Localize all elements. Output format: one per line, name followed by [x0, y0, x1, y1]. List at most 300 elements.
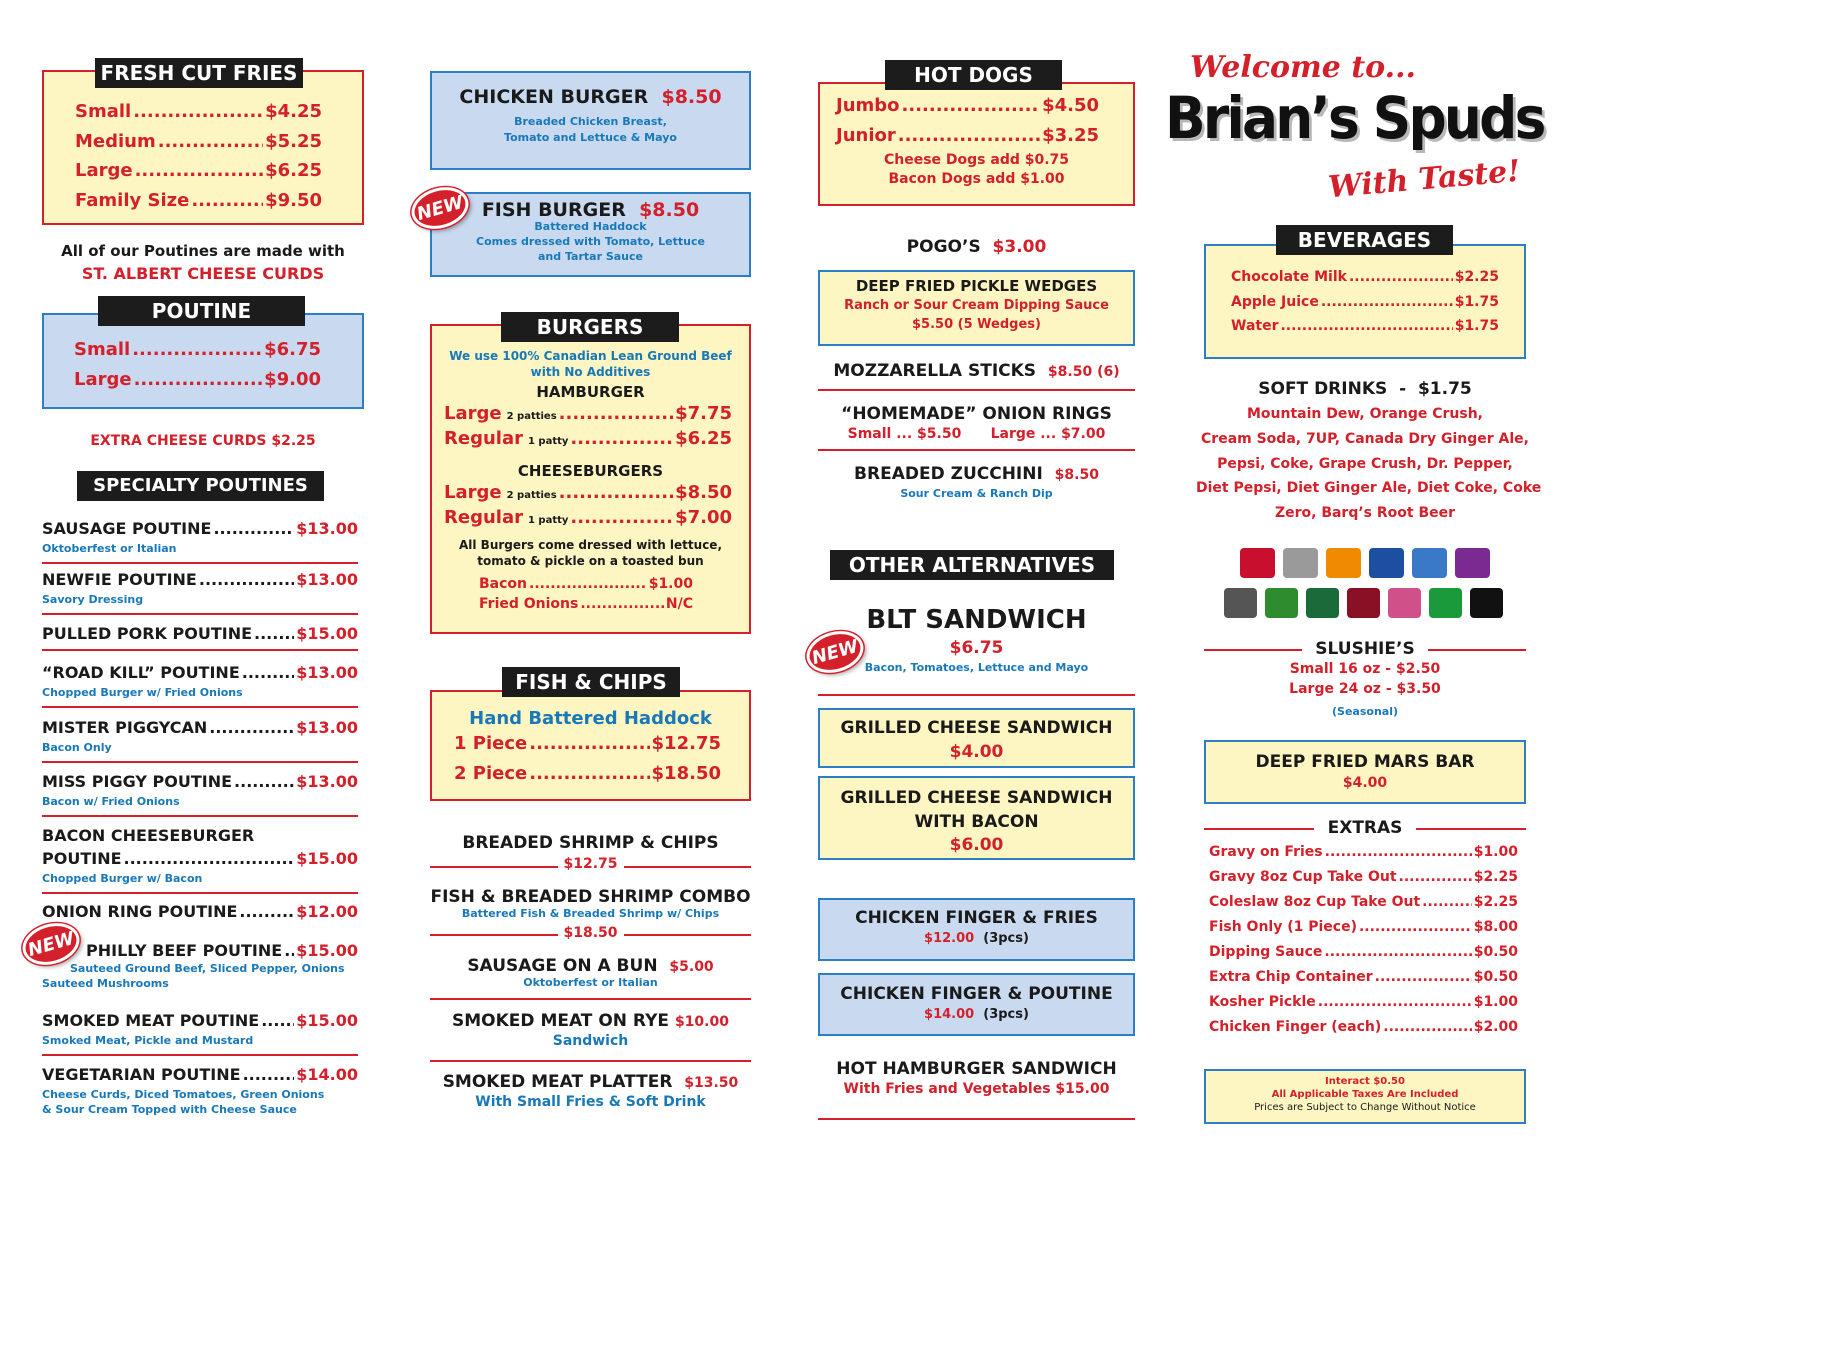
soft-drinks-line: Diet Pepsi, Diet Ginger Ale, Diet Coke, Coke [1196, 480, 1542, 497]
item-price: $1.75 [1454, 293, 1499, 310]
leader-dots [1399, 869, 1472, 885]
specialty-desc: Smoked Meat, Pickle and Mustard [42, 1034, 254, 1047]
leader-dots [158, 131, 263, 152]
specialty-desc: Sauteed Ground Beef, Sliced Pepper, Onions [70, 962, 345, 975]
divider [42, 892, 358, 894]
leader-dots [559, 403, 673, 424]
combo-desc: Battered Fish & Breaded Shrimp w/ Chips [461, 907, 720, 920]
item-label: Coleslaw 8oz Cup Take Out [1209, 894, 1421, 910]
item-price: N/C [665, 596, 693, 612]
leader-dots [1280, 318, 1452, 334]
grape-crush-logo [1455, 548, 1490, 578]
item-label: Bacon [479, 576, 528, 592]
soft-drinks-line: Mountain Dew, Orange Crush, [1247, 406, 1483, 422]
specialty-item [42, 902, 358, 921]
leader-dots [570, 507, 673, 528]
finger-poutine-price-row [818, 1007, 1135, 1022]
chicken-burger-desc2: Tomato and Lettuce & Mayo [504, 131, 677, 144]
specialty-price: $13.00 [296, 772, 358, 791]
finger-poutine-qty: (3pcs) [983, 1007, 1029, 1022]
specialty-name-row [42, 663, 358, 682]
mozza-title [818, 361, 1135, 381]
item-label: Small [74, 339, 131, 360]
chicken-burger-title [430, 86, 751, 108]
item-label: Water [1231, 318, 1279, 334]
leader-dots [1324, 944, 1471, 960]
specialty-item [42, 519, 358, 564]
price-row [74, 339, 321, 360]
smoked-rye-name: SMOKED MEAT ON RYE [452, 1011, 670, 1031]
burgers-intro1: We use 100% Canadian Lean Ground Beef [449, 349, 732, 363]
sausage-bun-name: SAUSAGE ON A BUN [467, 956, 658, 976]
price-row [454, 733, 721, 754]
item-label: Regular [444, 506, 523, 528]
specialty-name-row [42, 941, 358, 960]
price-row [1209, 844, 1518, 860]
item-price: $2.25 [1473, 894, 1518, 910]
specialty-name-row [42, 1065, 358, 1084]
item-price: $6.25 [265, 160, 322, 181]
poutine-box [42, 313, 364, 409]
leader-dots [135, 160, 263, 181]
curds-note: All of our Poutines are made with [61, 242, 345, 260]
item-label: Fried Onions [479, 596, 579, 612]
specialty-price: $13.00 [296, 718, 358, 737]
leader-dots [239, 902, 294, 921]
brand-title: Brian’s Spuds [1165, 84, 1544, 152]
leader-dots [1349, 269, 1453, 285]
divider [42, 613, 358, 615]
specialty-name: ONION RING POUTINE [42, 902, 238, 921]
item-label: Apple Juice [1231, 293, 1319, 310]
hotdogs-title: HOT DOGS [885, 60, 1062, 90]
specialty-desc: Bacon Only [42, 741, 112, 754]
finger-poutine-name: CHICKEN FINGER & POUTINE [840, 984, 1113, 1004]
welcome-text: Welcome to... [1190, 50, 1416, 85]
item-price: $1.75 [1454, 318, 1499, 334]
specialty-name: SAUSAGE POUTINE [42, 519, 212, 538]
leader-dots [529, 576, 647, 592]
item-price: $1.00 [1473, 994, 1518, 1010]
fish-burger-desc1: Battered Haddock [534, 220, 647, 233]
leader-dots [1375, 969, 1472, 985]
item-sub: 2 patties [506, 490, 557, 501]
soft-drinks-line: Pepsi, Coke, Grape Crush, Dr. Pepper, [1217, 455, 1513, 472]
fries-title: FRESH CUT FRIES [95, 58, 303, 88]
finger-fries-price: $12.00 [924, 931, 975, 946]
finger-fries-qty: (3pcs) [983, 931, 1029, 946]
item-price: $18.50 [651, 762, 721, 784]
specialty-item [42, 826, 358, 894]
price-row [1209, 869, 1518, 885]
leader-dots [134, 369, 262, 390]
pogos-name: POGO’S [906, 237, 981, 257]
leader-dots [242, 663, 295, 682]
divider [42, 706, 358, 708]
specialty-price: $15.00 [296, 1011, 358, 1030]
chicken-burger-price: $8.50 [661, 86, 722, 108]
item-price: $4.25 [265, 101, 322, 122]
leader-dots [254, 624, 294, 643]
specialty-desc: Chopped Burger w/ Fried Onions [42, 686, 243, 699]
item-price: $6.75 [264, 339, 321, 360]
leader-dots [529, 733, 649, 754]
combo-name: FISH & BREADED SHRIMP COMBO [430, 887, 751, 907]
burgers-title: BURGERS [501, 312, 679, 342]
leader-dots [234, 772, 294, 791]
specialty-name-line1: BACON CHEESEBURGER [42, 826, 255, 845]
extras-title: EXTRAS [1327, 818, 1403, 838]
divider [42, 761, 358, 763]
item-price: $5.25 [265, 130, 322, 152]
specialty-desc: Cheese Curds, Diced Tomatoes, Green Onions [42, 1088, 325, 1101]
item-label: Chocolate Milk [1231, 269, 1347, 285]
item-price: $0.50 [1473, 969, 1518, 985]
burgers-intro2: with No Additives [530, 365, 651, 379]
price-row [75, 101, 322, 122]
item-price: $1.00 [1473, 844, 1518, 860]
shrimp-name: BREADED SHRIMP & CHIPS [462, 833, 719, 853]
price-row [836, 95, 1099, 116]
coke-zero-logo [1470, 588, 1503, 618]
price-row [1231, 269, 1499, 285]
slushies-small: Small 16 oz - $2.50 [1289, 661, 1441, 677]
soft-drinks-line: Cream Soda, 7UP, Canada Dry Ginger Ale, [1201, 430, 1529, 447]
price-row [454, 763, 721, 784]
specialty-price: $15.00 [296, 941, 358, 960]
specialty-item [42, 941, 358, 991]
rings-prices [818, 426, 1135, 442]
item-price: $2.25 [1454, 269, 1499, 285]
mars-price: $4.00 [1342, 775, 1388, 791]
specialty-price: $13.00 [296, 663, 358, 682]
specialty-name-row [42, 519, 358, 538]
item-label: Small [75, 101, 132, 122]
leader-dots [898, 125, 1040, 146]
item-label: Dipping Sauce [1209, 944, 1323, 960]
grilled-name: GRILLED CHEESE SANDWICH [840, 718, 1113, 738]
specialty-desc: Bacon w/ Fried Onions [42, 795, 180, 808]
item-price: $1.00 [648, 576, 693, 592]
specialty-desc2: Sauteed Mushrooms [42, 977, 169, 990]
divider [430, 1060, 751, 1062]
specialty-price: $15.00 [296, 624, 358, 643]
blt-desc: Bacon, Tomatoes, Lettuce and Mayo [864, 661, 1089, 674]
sausage-bun-title [430, 956, 751, 976]
dr-pepper-logo [1347, 588, 1380, 618]
item-label: Large [75, 160, 133, 181]
leader-dots [529, 763, 649, 784]
combo-price: $18.50 [563, 925, 618, 941]
hot-hamburger-name: HOT HAMBURGER SANDWICH [836, 1059, 1117, 1079]
finger-poutine-price: $14.00 [924, 1007, 975, 1022]
mountain-dew-logo [1265, 588, 1298, 618]
specialty-desc: Oktoberfest or Italian [42, 542, 177, 555]
smoked-rye-price: $10.00 [674, 1014, 729, 1030]
item-label: Kosher Pickle [1209, 994, 1316, 1010]
alternatives-title: OTHER ALTERNATIVES [830, 550, 1114, 580]
price-row [1209, 944, 1518, 960]
smoked-platter-price: $13.50 [684, 1075, 739, 1091]
rings-name: “HOMEMADE” ONION RINGS [841, 404, 1112, 424]
mozza-name: MOZZARELLA STICKS [833, 361, 1037, 381]
price-row [1209, 969, 1518, 985]
specialty-name-row [42, 849, 358, 868]
item-label: Gravy 8oz Cup Take Out [1209, 869, 1397, 885]
barqs-logo [1224, 588, 1257, 618]
beverages-title: BEVERAGES [1276, 225, 1453, 255]
item-price: $7.00 [675, 506, 732, 528]
slushies-note: (Seasonal) [1332, 705, 1398, 718]
divider [42, 649, 358, 651]
specialty-name: PHILLY BEEF POUTINE [86, 941, 283, 960]
pickle-price: $5.50 (5 Wedges) [912, 317, 1041, 332]
burgers-note2: tomato & pickle on a toasted bun [477, 554, 704, 568]
chicken-burger-name: CHICKEN BURGER [459, 86, 649, 108]
leader-dots [261, 1011, 294, 1030]
specialty-price: $13.00 [296, 519, 358, 538]
rings-small: Small ... $5.50 [847, 426, 962, 442]
divider [818, 389, 1135, 391]
shrimp-price: $12.75 [563, 856, 618, 872]
cheeseburgers-heading: CHEESEBURGERS [517, 462, 664, 480]
item-label: Large [444, 403, 502, 424]
item-label: Gravy on Fries [1209, 844, 1323, 860]
leader-dots [284, 941, 294, 960]
specialty-price: $12.00 [296, 902, 358, 921]
soft-drinks-title: SOFT DRINKS - $1.75 [1258, 379, 1472, 399]
specialty-name-row [42, 570, 358, 589]
fish-burger-price: $8.50 [639, 199, 700, 221]
price-row [75, 160, 322, 181]
specialty-name-row [42, 1011, 358, 1030]
item-label: Large [444, 482, 502, 503]
fish-burger-title [430, 199, 751, 221]
specialty-name: NEWFIE POUTINE [42, 570, 197, 589]
slushies-large: Large 24 oz - $3.50 [1289, 681, 1441, 697]
specialty-price: $14.00 [296, 1065, 358, 1084]
leader-dots [1383, 1019, 1471, 1035]
smoked-rye-title [430, 1011, 751, 1031]
item-price: $3.25 [1042, 124, 1099, 146]
price-row [1231, 318, 1499, 334]
item-label: Junior [836, 124, 896, 146]
item-label: Extra Chip Container [1209, 969, 1373, 985]
price-row [1209, 894, 1518, 910]
item-price: $0.50 [1473, 944, 1518, 960]
price-row [75, 190, 322, 211]
price-row [444, 428, 732, 449]
footer-line3: Prices are Subject to Change Without Notice [1254, 1102, 1476, 1113]
item-price: $9.00 [264, 368, 321, 390]
fish-burger-desc3: and Tartar Sauce [538, 250, 643, 263]
tagline: With Taste! [1326, 153, 1522, 206]
pogos-title [818, 237, 1135, 257]
mars-name: DEEP FRIED MARS BAR [1255, 752, 1475, 772]
zucchini-name: BREADED ZUCCHINI [854, 464, 1043, 484]
specialty-item [42, 570, 358, 615]
item-label: Fish Only (1 Piece) [1209, 919, 1357, 935]
leader-dots [1359, 919, 1472, 935]
pepsi-logo [1369, 548, 1404, 578]
item-price: $4.50 [1042, 95, 1099, 116]
item-price: $2.00 [1473, 1019, 1518, 1035]
price-row [479, 596, 693, 612]
extra-curds: EXTRA CHEESE CURDS $2.25 [90, 433, 316, 449]
grilled-price: $4.00 [949, 742, 1004, 762]
price-row [74, 369, 321, 390]
pogos-price: $3.00 [992, 237, 1047, 257]
divider [42, 1054, 358, 1056]
leader-dots [1325, 844, 1472, 860]
fish-burger-desc2: Comes dressed with Tomato, Lettuce [476, 235, 705, 248]
poutine-title: POUTINE [98, 296, 305, 326]
cream-soda-crush-logo [1388, 588, 1421, 618]
item-price: $7.75 [675, 403, 732, 424]
specialty-name: POUTINE [42, 849, 122, 868]
item-label: Medium [75, 130, 156, 152]
footer-line1: Interact $0.50 [1325, 1076, 1405, 1087]
item-label: Jumbo [836, 95, 900, 116]
fish-chips-title: FISH & CHIPS [502, 667, 680, 697]
finger-fries-name: CHICKEN FINGER & FRIES [855, 908, 1098, 928]
specialty-price: $15.00 [296, 849, 358, 868]
price-row [1209, 994, 1518, 1010]
blt-price: $6.75 [949, 638, 1004, 658]
burgers-note1: All Burgers come dressed with lettuce, [458, 538, 722, 552]
item-sub: 1 patty [527, 514, 569, 526]
item-sub: 2 patties [506, 411, 557, 422]
specialty-item [42, 624, 358, 651]
new-badge-fish-burger: NEW [407, 181, 474, 235]
slushies-title: SLUSHIE’S [1315, 639, 1415, 659]
pickle-name: DEEP FRIED PICKLE WEDGES [855, 277, 1098, 295]
finger-fries-price-row [818, 931, 1135, 946]
divider [42, 815, 358, 817]
leader-dots [132, 339, 262, 360]
hamburger-heading: HAMBURGER [536, 383, 645, 401]
price-row [444, 507, 732, 528]
leader-dots [1318, 994, 1472, 1010]
item-price: $8.00 [1473, 919, 1518, 935]
grilled-bacon-price: $6.00 [949, 835, 1004, 855]
canada-dry-logo [1306, 588, 1339, 618]
divider [430, 998, 751, 1000]
item-price: $9.50 [265, 189, 322, 211]
hotdogs-add1: Cheese Dogs add $0.75 [883, 152, 1070, 168]
new-badge-philly: NEW [18, 917, 85, 971]
curds-brand: ST. ALBERT CHEESE CURDS [81, 264, 325, 283]
specialty-name: VEGETARIAN POUTINE [42, 1065, 241, 1084]
specialty-name-row [42, 902, 358, 921]
leader-dots [191, 190, 263, 211]
hotdogs-add2: Bacon Dogs add $1.00 [888, 171, 1065, 187]
leader-dots [1321, 294, 1453, 310]
diet-coke-logo [1283, 548, 1318, 578]
footer-line2: All Applicable Taxes Are Included [1271, 1089, 1459, 1100]
grilled-bacon-name2: WITH BACON [914, 812, 1039, 832]
specialty-desc2: & Sour Cream Topped with Cheese Sauce [42, 1103, 297, 1116]
leader-dots [124, 849, 295, 868]
leader-dots [133, 101, 263, 122]
smoked-platter-name: SMOKED MEAT PLATTER [442, 1072, 673, 1092]
divider [818, 1118, 1135, 1120]
hot-hamburger-desc: With Fries and Vegetables $15.00 [843, 1081, 1110, 1097]
item-label: 1 Piece [454, 733, 528, 754]
grilled-bacon-name1: GRILLED CHEESE SANDWICH [840, 788, 1113, 808]
item-label: Family Size [75, 189, 190, 211]
sausage-bun-desc: Oktoberfest or Italian [523, 976, 658, 989]
leader-dots [1422, 894, 1472, 910]
item-label: Large [74, 368, 132, 390]
price-row [1209, 1019, 1518, 1035]
coca-cola-logo [1240, 548, 1275, 578]
7up-logo [1429, 588, 1462, 618]
zucchini-desc: Sour Cream & Ranch Dip [900, 487, 1053, 500]
smoked-platter-title [430, 1072, 751, 1092]
zucchini-title [818, 464, 1135, 484]
price-row [1209, 919, 1518, 935]
specialty-name: “ROAD KILL” POUTINE [42, 663, 240, 682]
specialty-title: SPECIALTY POUTINES [77, 471, 324, 501]
zucchini-price: $8.50 [1054, 467, 1099, 483]
leader-dots [199, 570, 294, 589]
soft-drinks-line: Zero, Barq’s Root Beer [1274, 505, 1456, 522]
item-price: $8.50 [675, 482, 732, 503]
new-badge-blt: NEW [802, 625, 869, 679]
diet-pepsi-logo [1412, 548, 1447, 578]
price-row [75, 131, 322, 152]
blt-name: BLT SANDWICH [866, 605, 1087, 635]
item-price: $6.25 [675, 427, 732, 449]
specialty-name-row [42, 718, 358, 737]
specialty-item [42, 1065, 358, 1117]
fish-burger-name: FISH BURGER [481, 199, 626, 221]
smoked-platter-desc: With Small Fries & Soft Drink [475, 1094, 706, 1110]
specialty-item [42, 663, 358, 708]
item-sub: 1 patty [527, 435, 569, 447]
specialty-name-row [42, 624, 358, 643]
specialty-name-row [42, 772, 358, 791]
price-row [444, 403, 732, 424]
sausage-bun-price: $5.00 [669, 959, 714, 975]
specialty-price: $13.00 [296, 570, 358, 589]
divider [818, 694, 1135, 696]
pickle-desc: Ranch or Sour Cream Dipping Sauce [844, 298, 1109, 313]
leader-dots [559, 482, 673, 503]
specialty-desc: Chopped Burger w/ Bacon [42, 872, 203, 885]
leader-dots [243, 1065, 295, 1084]
crush-logo [1326, 548, 1361, 578]
item-label: Chicken Finger (each) [1209, 1019, 1382, 1035]
leader-dots [209, 718, 294, 737]
leader-dots [580, 596, 664, 612]
specialty-item [42, 1011, 358, 1056]
smoked-rye-desc: Sandwich [552, 1033, 629, 1049]
leader-dots [570, 428, 673, 449]
specialty-desc: Savory Dressing [42, 593, 144, 606]
price-row [444, 482, 732, 503]
rings-large: Large ... $7.00 [990, 426, 1106, 442]
leader-dots [213, 519, 294, 538]
divider [818, 449, 1135, 451]
finger-poutine-box [818, 973, 1135, 1036]
mars-box [1204, 740, 1526, 804]
price-row [836, 125, 1099, 146]
fish-chips-subtitle: Hand Battered Haddock [469, 708, 712, 729]
item-price: $12.75 [651, 733, 721, 754]
specialty-item [42, 718, 358, 763]
